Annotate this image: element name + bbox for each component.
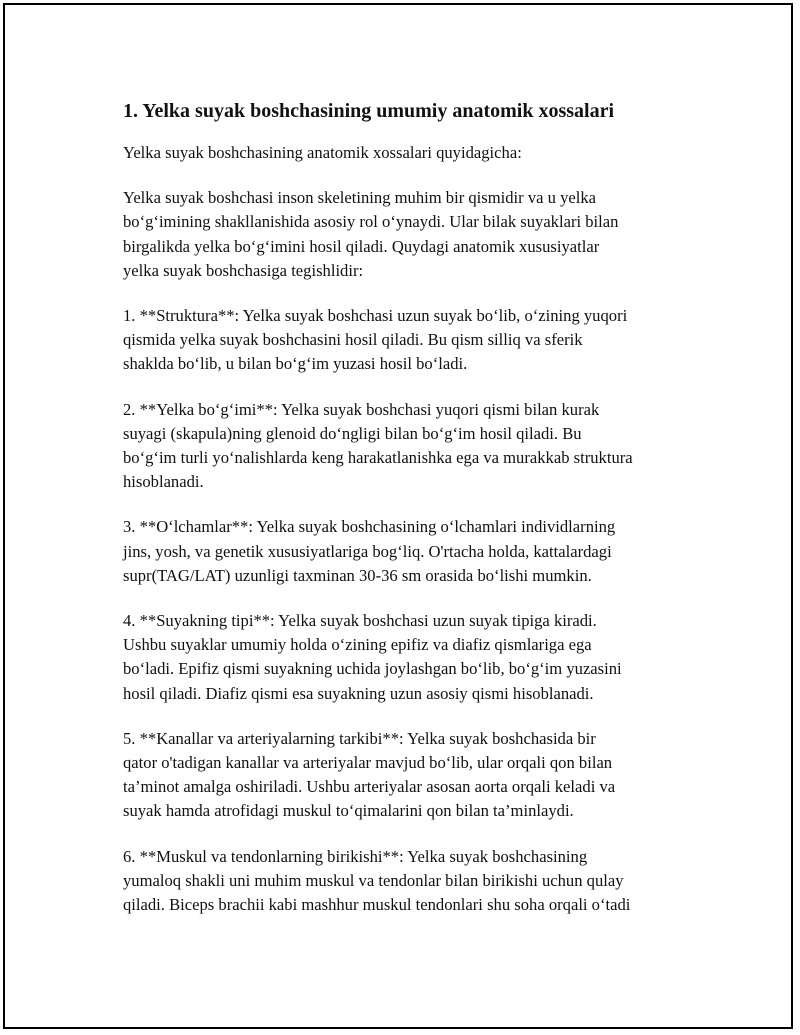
paragraph-overview: [123, 186, 703, 283]
text-line: Yelka suyak boshchasining anatomik xossalari quyidagicha:: [123, 143, 522, 162]
text-line: qiladi. Biceps brachii kabi mashhur muskul tendonlari shu soha orqali o‘tadi: [123, 895, 631, 915]
paragraph-item-6: [123, 845, 703, 918]
text-line: suyak hamda atrofidagi muskul to‘qimalarini qon bilan ta’minlaydi.: [123, 801, 574, 821]
text-line: shaklda bo‘lib, u bilan bo‘g‘im yuzasi hosil bo‘ladi.: [123, 354, 468, 374]
text-line: 6. **Muskul va tendonlarning birikishi**: Yelka suyak boshchasining: [123, 846, 588, 866]
text-line: bo‘g‘im turli yo‘nalishlarda keng harakatlanishka ega va murakkab struktura: [123, 448, 633, 468]
paragraph-intro: [123, 141, 703, 165]
text-line: Ushbu suyaklar umumiy holda o‘zining epifiz va diafiz qismlariga ega: [123, 635, 592, 655]
text-line: 2. **Yelka bo‘g‘imi**: Yelka suyak boshchasi yuqori qismi bilan kurak: [123, 399, 600, 419]
text-line: yumaloq shakli uni muhim muskul va tendonlar bilan birikishi uchun qulay: [123, 870, 624, 890]
paragraph-item-3: [123, 515, 703, 588]
text-line: suyagi (skapula)ning glenoid do‘ngligi bilan bo‘g‘im hosil qiladi. Bu: [123, 423, 582, 443]
document-body: [123, 97, 703, 938]
text-line: 3. **O‘lchamlar**: Yelka suyak boshchasining o‘lchamlari individlarning: [123, 517, 616, 537]
paragraph-item-2: [123, 398, 703, 495]
text-line: jins, yosh, va genetik xususiyatlariga bog‘liq. O'rtacha holda, kattalardagi: [123, 541, 612, 561]
text-line: qator o'tadigan kanallar va arteriyalar mavjud bo‘lib, ular orqali qon bilan: [123, 753, 613, 773]
text-line: 4. **Suyakning tipi**: Yelka suyak boshchasi uzun suyak tipiga kiradi.: [123, 611, 597, 631]
text-line: supr(TAG/LAT) uzunligi taxminan 30-36 sm orasida bo‘lishi mumkin.: [123, 565, 592, 585]
text-line: hisoblanadi.: [123, 472, 204, 492]
text-line: 1. **Struktura**: Yelka suyak boshchasi uzun suyak bo‘lib, o‘zining yuqori: [123, 306, 628, 326]
document-page: [3, 3, 793, 1029]
paragraph-item-5: [123, 727, 703, 824]
text-line: bo‘ladi. Epifiz qismi suyakning uchida joylashgan bo‘lib, bo‘g‘im yuzasini: [123, 659, 622, 679]
text-line: hosil qiladi. Diafiz qismi esa suyakning uzun asosiy qismi hisoblanadi.: [123, 683, 594, 703]
document-title: 1. Yelka suyak boshchasining umumiy anatomik xossalari: [123, 100, 615, 122]
text-line: 5. **Kanallar va arteriyalarning tarkibi**: Yelka suyak boshchasida bir: [123, 728, 596, 748]
text-line: ta’minot amalga oshiriladi. Ushbu arteriyalar asosan aorta orqali keladi va: [123, 777, 616, 797]
paragraph-item-1: [123, 304, 703, 377]
text-line: bo‘g‘imining shakllanishida asosiy rol o‘ynaydi. Ular bilak suyaklari bilan: [123, 212, 619, 232]
text-line: yelka suyak boshchasiga tegishlidir:: [123, 260, 364, 280]
paragraph-item-4: [123, 609, 703, 706]
text-line: birgalikda yelka bo‘g‘imini hosil qiladi. Quydagi anatomik xususiyatlar: [123, 236, 600, 256]
text-line: Yelka suyak boshchasi inson skeletining muhim bir qismidir va u yelka: [123, 188, 597, 208]
text-line: qismida yelka suyak boshchasini hosil qiladi. Bu qism silliq va sferik: [123, 330, 583, 350]
